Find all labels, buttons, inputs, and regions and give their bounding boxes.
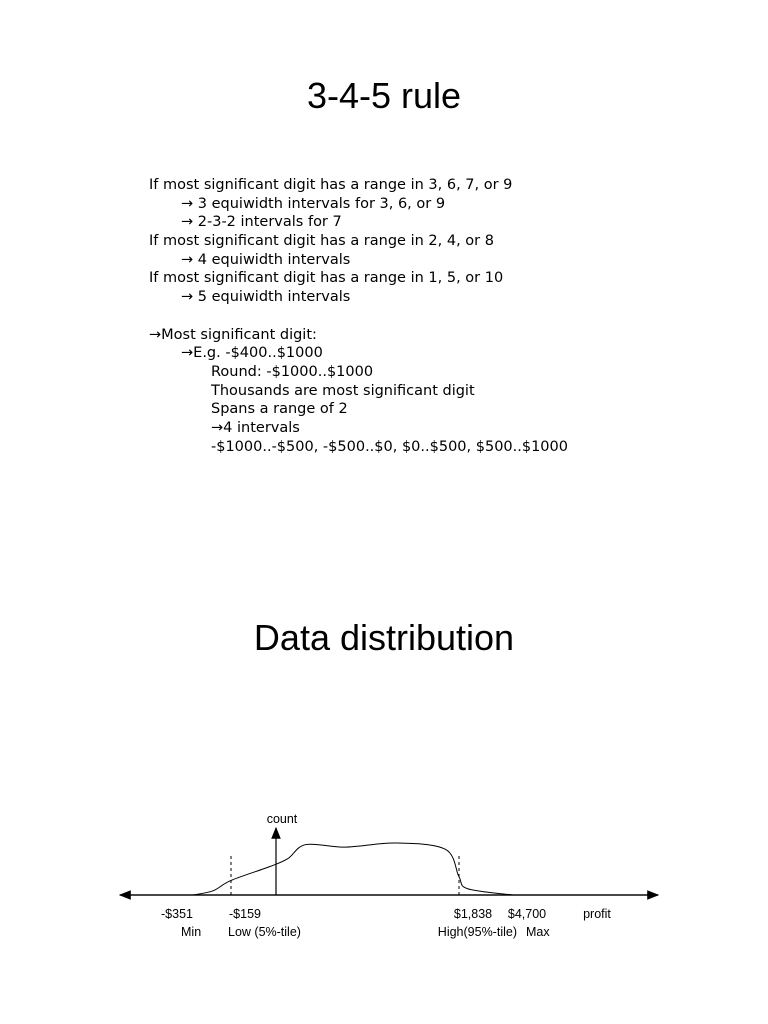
- body-line-text: Round: -$1000..$1000: [211, 363, 374, 380]
- arrow-icon: →: [181, 251, 198, 268]
- marker-value-label: -$159: [229, 907, 261, 921]
- slide-title-345-rule: 3-4-5 rule: [306, 75, 462, 116]
- y-axis-label: count: [266, 812, 298, 826]
- arrow-icon: →: [181, 345, 194, 362]
- body-line: [149, 176, 568, 195]
- body-line-text: E.g. -$400..$1000: [193, 345, 323, 362]
- body-line: [149, 326, 568, 345]
- distribution-curve: [193, 843, 513, 895]
- body-line: [149, 288, 568, 307]
- body-line-text: 2-3-2 intervals for 7: [197, 214, 342, 231]
- body-line-text: 3 equiwidth intervals for 3, 6, or 9: [197, 195, 446, 212]
- rule-body-text: [149, 176, 568, 456]
- arrow-icon: →: [181, 289, 198, 306]
- slide-title-data-distribution: Data distribution: [253, 617, 515, 658]
- body-line-text: 4 equiwidth intervals: [197, 251, 351, 268]
- body-line-text: If most significant digit has a range in 2, 4, or 8: [149, 233, 494, 250]
- body-line: [149, 232, 568, 251]
- body-line-text: -$1000..-$500, -$500..$0, $0..$500, $500..$1000: [211, 438, 568, 455]
- body-line-text: Thousands are most significant digit: [211, 382, 475, 399]
- body-line: [149, 213, 568, 232]
- body-line: [149, 344, 568, 363]
- body-line-text: 4 intervals: [223, 419, 300, 436]
- body-line: [149, 363, 568, 382]
- arrow-icon: →: [181, 214, 198, 231]
- body-line-text: Most significant digit:: [161, 326, 317, 343]
- body-line: [149, 269, 568, 288]
- body-line: [149, 419, 568, 438]
- body-line-text: 5 equiwidth intervals: [197, 289, 351, 306]
- paragraph-gap: [149, 307, 568, 326]
- body-line: [149, 195, 568, 214]
- marker-value-label: -$351: [161, 907, 193, 921]
- body-line-text: If most significant digit has a range in 1, 5, or 10: [149, 270, 504, 287]
- marker-value-label: $4,700: [507, 907, 547, 921]
- body-line: [149, 251, 568, 270]
- marker-name-label: High(95%-tile): [437, 925, 517, 939]
- marker-name-label: Min: [181, 925, 202, 939]
- body-line-text: If most significant digit has a range in 3, 6, 7, or 9: [149, 177, 513, 193]
- body-line: [149, 400, 568, 419]
- x-axis-label: profit: [583, 907, 611, 921]
- marker-name-label: Max: [526, 925, 550, 939]
- arrow-icon: →: [149, 326, 162, 343]
- marker-value-label: $1,838: [453, 907, 493, 921]
- body-line: [149, 438, 568, 457]
- body-line: [149, 382, 568, 401]
- arrow-icon: →: [211, 419, 224, 436]
- distribution-chart: [0, 800, 768, 960]
- body-line-text: Spans a range of 2: [211, 401, 348, 418]
- marker-name-label: Low (5%-tile): [228, 925, 301, 939]
- arrow-icon: →: [181, 195, 198, 212]
